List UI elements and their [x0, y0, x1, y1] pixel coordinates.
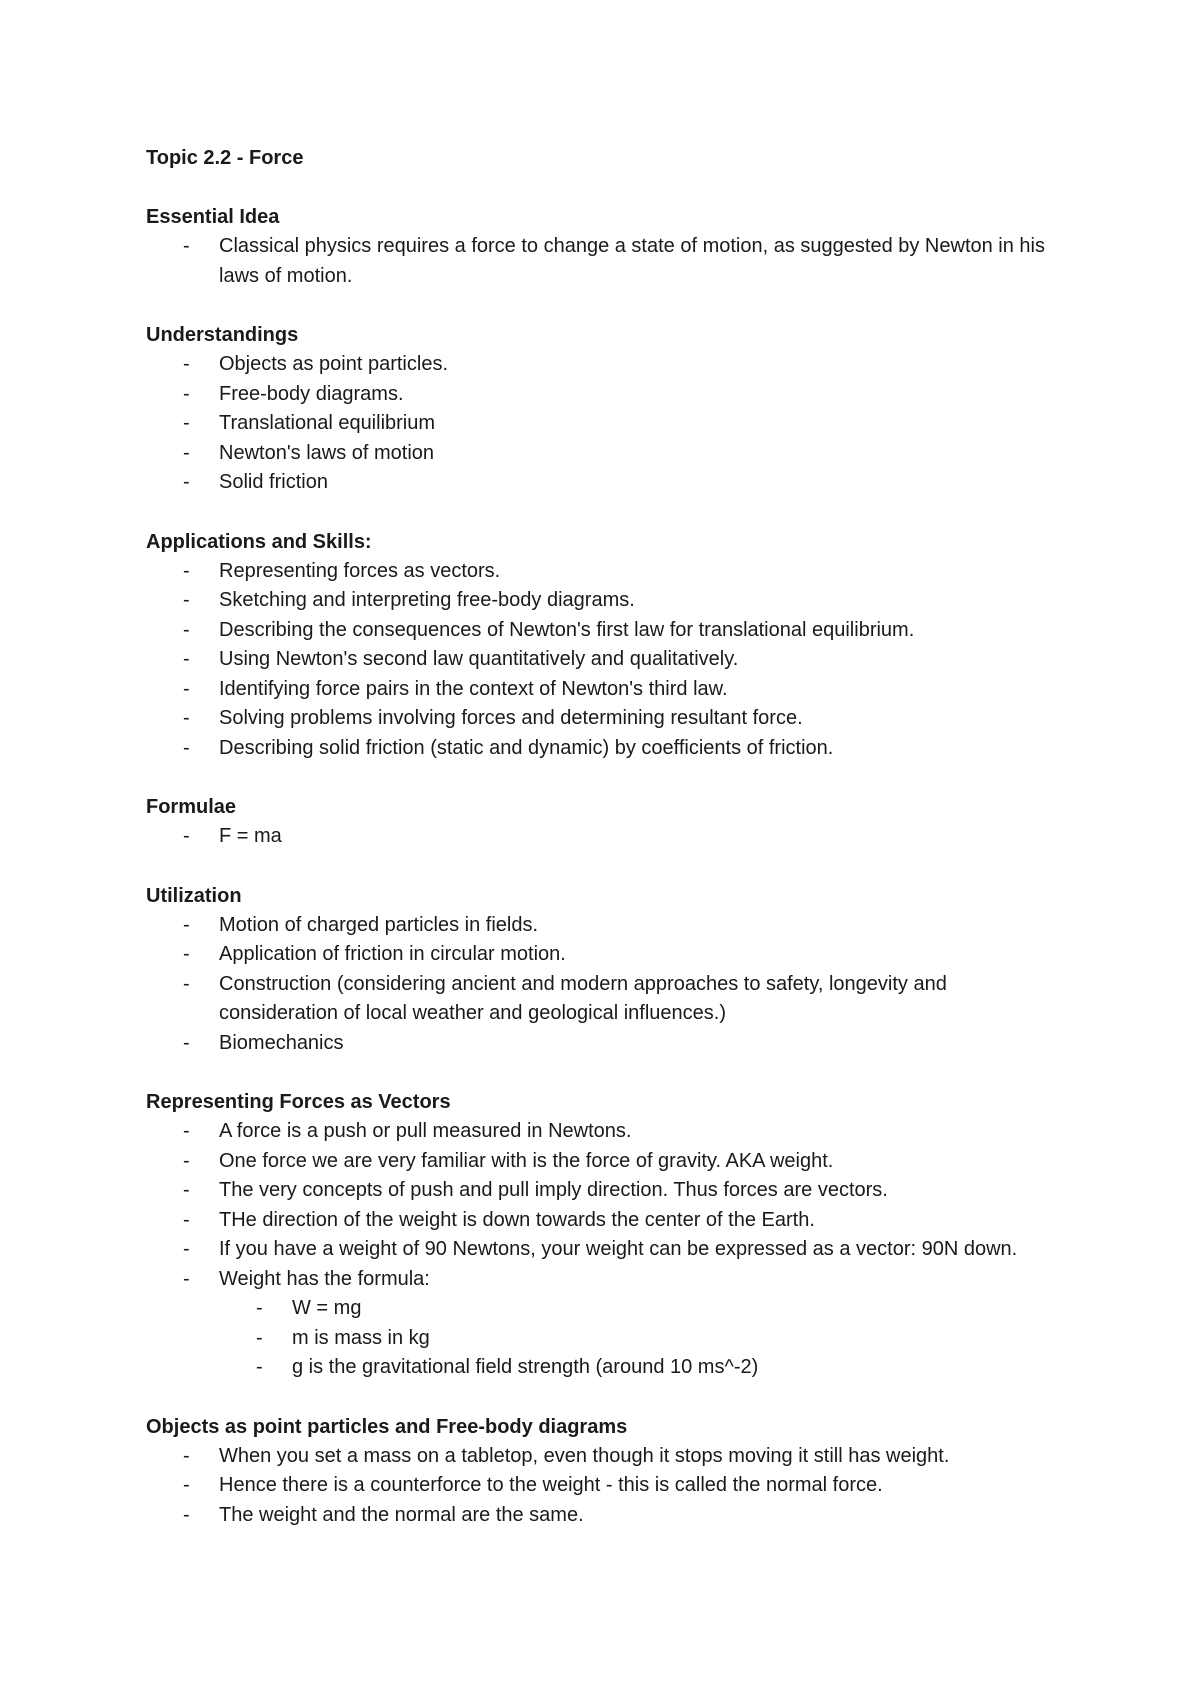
bullet-dash: -	[183, 1179, 190, 1201]
list-item-text: g is the gravitational field strength (around 10 ms^-2)	[292, 1356, 759, 1378]
list-item-text: Solving problems involving forces and determining resultant force.	[219, 707, 803, 729]
list-item	[146, 822, 1066, 852]
list-item	[146, 586, 1066, 616]
nested-list-item	[219, 1353, 1066, 1383]
bullet-dash: -	[183, 353, 190, 375]
bullet-dash: -	[183, 1474, 190, 1496]
list-item	[146, 439, 1066, 469]
list-item-text: m is mass in kg	[292, 1326, 430, 1349]
list-item-text: Describing solid friction (static and dynamic) by coefficients of friction.	[219, 736, 834, 759]
list-item	[146, 1442, 1066, 1472]
list-item-text: Identifying force pairs in the context of Newton's third law.	[219, 677, 728, 700]
list-item-text: A force is a push or pull measured in Newtons.	[219, 1120, 632, 1142]
bullet-dash: -	[183, 1238, 190, 1260]
list-item-text: Describing the consequences of Newton's first law for translational equilibrium.	[219, 618, 915, 641]
bullet-dash: -	[183, 559, 190, 582]
list-item-text: The weight and the normal are the same.	[219, 1503, 584, 1526]
bullet-list	[146, 350, 1066, 498]
section-heading: Objects as point particles and Free-body diagrams	[146, 1415, 628, 1438]
section-heading: Essential Idea	[146, 206, 280, 228]
bullet-dash: -	[183, 1444, 190, 1467]
nested-list-item	[219, 1324, 1066, 1354]
list-item-text: When you set a mass on a tabletop, even though it stops moving it still has weight.	[219, 1444, 950, 1467]
list-item	[146, 675, 1066, 705]
bullet-list	[146, 911, 1066, 1059]
bullet-dash: -	[256, 1297, 263, 1319]
nested-bullet-list	[219, 1294, 1066, 1383]
bullet-dash: -	[183, 471, 190, 493]
list-item-text: Newton's laws of motion	[219, 441, 435, 464]
list-item-text: Construction (considering ancient and modern approaches to safety, longevity and consideration of local weather and geological influences.)	[219, 972, 947, 1024]
bullet-dash: -	[183, 736, 190, 759]
list-item-text: Sketching and interpreting free-body diagrams.	[219, 589, 635, 611]
list-item-text: If you have a weight of 90 Newtons, your weight can be expressed as a vector: 90N down.	[219, 1238, 1018, 1260]
list-item	[146, 1235, 1066, 1265]
list-item-text: Classical physics requires a force to change a state of motion, as suggested by Newton in his laws of motion.	[219, 235, 1045, 287]
bullet-dash: -	[183, 943, 190, 965]
page-title: Topic 2.2 - Force	[146, 147, 304, 169]
bullet-dash: -	[183, 618, 190, 641]
list-item	[146, 350, 1066, 380]
section-heading: Formulae	[146, 796, 237, 818]
list-item	[146, 970, 1066, 1029]
bullet-dash: -	[256, 1326, 263, 1349]
list-item-text: Solid friction	[219, 471, 328, 493]
bullet-dash: -	[183, 825, 190, 847]
section-formulae	[146, 792, 1066, 852]
bullet-dash: -	[183, 913, 190, 936]
list-item-text: Objects as point particles.	[219, 353, 448, 375]
bullet-dash: -	[183, 235, 190, 257]
section-applications-and-skills	[146, 527, 1066, 764]
list-item	[146, 468, 1066, 498]
bullet-dash: -	[183, 382, 190, 405]
list-item	[146, 1471, 1066, 1501]
bullet-dash: -	[183, 648, 190, 670]
bullet-dash: -	[256, 1356, 263, 1378]
list-item	[146, 1265, 1066, 1383]
bullet-dash: -	[183, 1208, 190, 1231]
list-item-text: Application of friction in circular motion.	[219, 943, 566, 965]
bullet-dash: -	[183, 1267, 190, 1290]
bullet-dash: -	[183, 972, 190, 995]
bullet-dash: -	[183, 441, 190, 464]
bullet-list	[146, 822, 1066, 852]
list-item	[146, 734, 1066, 764]
list-item	[146, 1176, 1066, 1206]
bullet-dash: -	[183, 589, 190, 611]
section-heading: Representing Forces as Vectors	[146, 1091, 451, 1113]
section-representing-forces-as-vectors	[146, 1087, 1066, 1383]
list-item	[146, 557, 1066, 587]
bullet-dash: -	[183, 677, 190, 700]
list-item	[146, 1147, 1066, 1177]
list-item-text: Biomechanics	[219, 1031, 344, 1054]
list-item	[146, 1501, 1066, 1531]
bullet-list	[146, 557, 1066, 764]
bullet-dash: -	[183, 412, 190, 434]
bullet-dash: -	[183, 707, 190, 729]
bullet-list	[146, 1117, 1066, 1383]
section-heading: Utilization	[146, 884, 242, 907]
bullet-dash: -	[183, 1031, 190, 1054]
list-item	[146, 940, 1066, 970]
list-item	[146, 380, 1066, 410]
list-item-text: THe direction of the weight is down towards the center of the Earth.	[219, 1208, 815, 1231]
document-page	[146, 143, 1066, 1559]
bullet-dash: -	[183, 1120, 190, 1142]
list-item	[146, 645, 1066, 675]
nested-list-item	[219, 1294, 1066, 1324]
bullet-dash: -	[183, 1149, 190, 1172]
list-item-text: Weight has the formula:	[219, 1267, 430, 1290]
section-heading: Understandings	[146, 324, 299, 346]
bullet-list	[146, 232, 1066, 291]
bullet-list	[146, 1442, 1066, 1531]
list-item	[146, 911, 1066, 941]
list-item	[146, 232, 1066, 291]
list-item-text: W = mg	[292, 1297, 362, 1319]
list-item-text: Representing forces as vectors.	[219, 559, 501, 582]
list-item-text: One force we are very familiar with is the force of gravity. AKA weight.	[219, 1149, 834, 1172]
bullet-dash: -	[183, 1503, 190, 1526]
list-item-text: Motion of charged particles in fields.	[219, 913, 539, 936]
list-item	[146, 704, 1066, 734]
section-heading: Applications and Skills:	[146, 530, 372, 553]
list-item	[146, 1029, 1066, 1059]
section-essential-idea	[146, 202, 1066, 291]
list-item	[146, 1206, 1066, 1236]
section-understandings	[146, 320, 1066, 498]
list-item-text: F = ma	[219, 825, 282, 847]
list-item	[146, 616, 1066, 646]
list-item-text: The very concepts of push and pull imply direction. Thus forces are vectors.	[219, 1179, 888, 1201]
list-item	[146, 1117, 1066, 1147]
list-item-text: Free-body diagrams.	[219, 382, 404, 405]
list-item-text: Hence there is a counterforce to the weight - this is called the normal force.	[219, 1474, 883, 1496]
list-item	[146, 409, 1066, 439]
list-item-text: Translational equilibrium	[219, 412, 436, 434]
list-item-text: Using Newton's second law quantitatively and qualitatively.	[219, 648, 739, 670]
section-objects-as-point-particles	[146, 1412, 1066, 1531]
section-utilization	[146, 881, 1066, 1059]
